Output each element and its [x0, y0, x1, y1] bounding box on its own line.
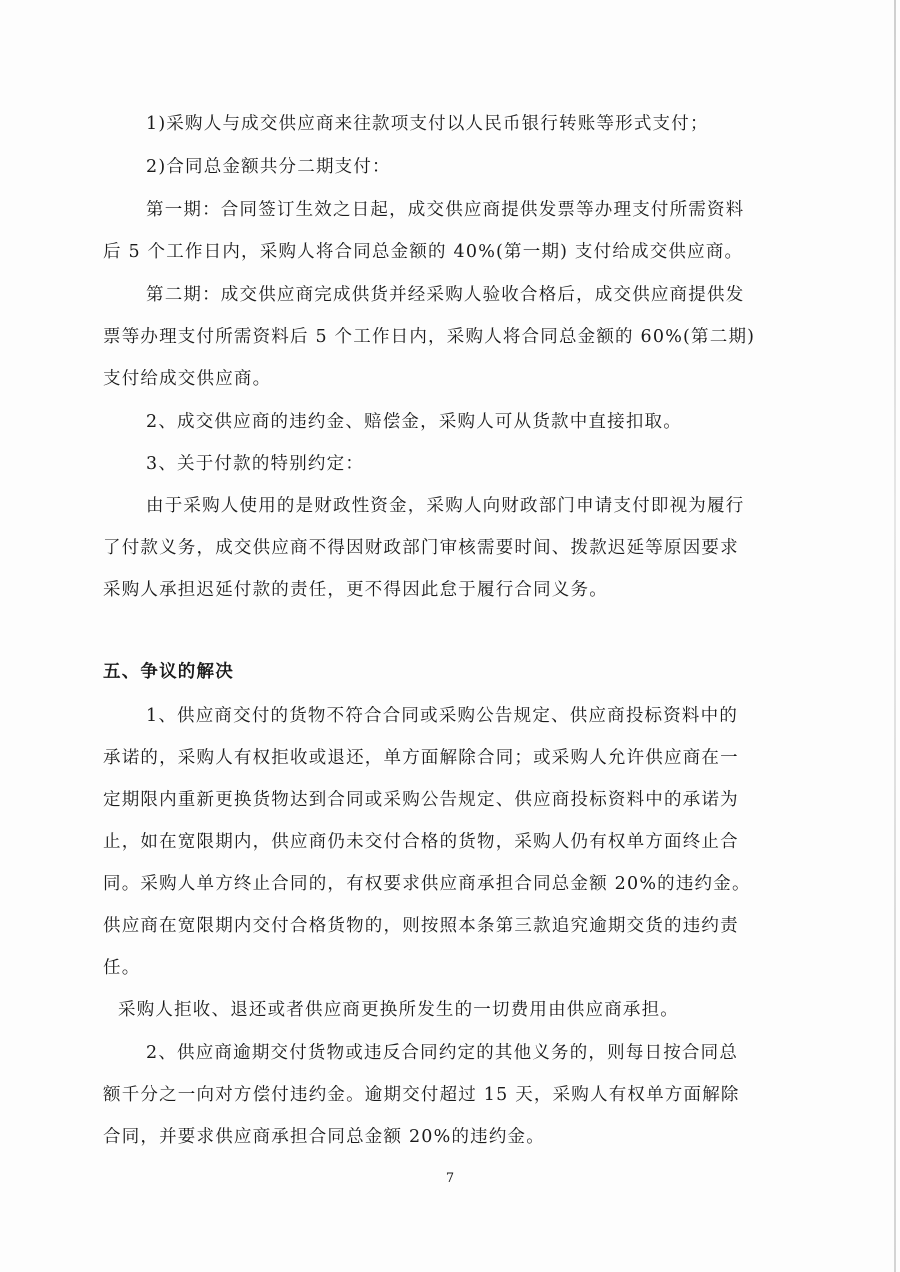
text-line: 票等办理支付所需资料后 5 个工作日内，采购人将合同总金额的 60%(第二期) [103, 327, 756, 347]
text-line: 第一期：合同签订生效之日起，成交供应商提供发票等办理支付所需资料 [146, 200, 745, 220]
text-line: 了付款义务，成交供应商不得因财政部门审核需要时间、拨款迟延等原因要求 [103, 538, 739, 558]
text-line: 止，如在宽限期内，供应商仍未交付合格的货物，采购人仍有权单方面终止合 [103, 832, 739, 852]
text-line: 1、供应商交付的货物不符合合同或采购公告规定、供应商投标资料中的 [146, 706, 739, 726]
text-line: 由于采购人使用的是财政性资金，采购人向财政部门申请支付即视为履行 [146, 496, 745, 516]
text-line: 任。 [103, 958, 141, 978]
text-line: 1)采购人与成交供应商来往款项支付以人民币银行转账等形式支付； [146, 114, 709, 134]
text-line: 后 5 个工作日内，采购人将合同总金额的 40%(第一期) 支付给成交供应商。 [103, 242, 744, 262]
text-line: 同。采购人单方终止合同的，有权要求供应商承担合同总金额 20%的违约金。 [103, 874, 751, 894]
text-line: 2、成交供应商的违约金、赔偿金，采购人可从货款中直接扣取。 [146, 412, 682, 432]
text-line: 供应商在宽限期内交付合格货物的，则按照本条第三款追究逾期交货的违约责 [103, 916, 739, 936]
text-line: 定期限内重新更换货物达到合同或采购公告规定、供应商投标资料中的承诺为 [103, 790, 739, 810]
text-line: 承诺的，采购人有权拒收或退还，单方面解除合同；或采购人允许供应商在一 [103, 748, 739, 768]
scan-edge [894, 0, 896, 1272]
section-heading: 五、争议的解决 [103, 662, 234, 682]
text-line: 第二期：成交供应商完成供货并经采购人验收合格后，成交供应商提供发 [146, 285, 745, 305]
text-line: 2、供应商逾期交付货物或违反合同约定的其他义务的，则每日按合同总 [146, 1043, 739, 1063]
text-line: 合同，并要求供应商承担合同总金额 20%的违约金。 [103, 1127, 545, 1147]
text-line: 额千分之一向对方偿付违约金。逾期交付超过 15 天，采购人有权单方面解除 [103, 1085, 740, 1105]
text-line: 支付给成交供应商。 [103, 369, 272, 389]
text-line: 采购人承担迟延付款的责任，更不得因此怠于履行合同义务。 [103, 580, 608, 600]
text-line: 采购人拒收、退还或者供应商更换所发生的一切费用由供应商承担。 [118, 1000, 679, 1020]
text-line: 3、关于付款的特别约定： [146, 454, 365, 474]
text-line: 2)合同总金额共分二期支付： [146, 157, 391, 177]
page-number: 7 [445, 1171, 455, 1186]
